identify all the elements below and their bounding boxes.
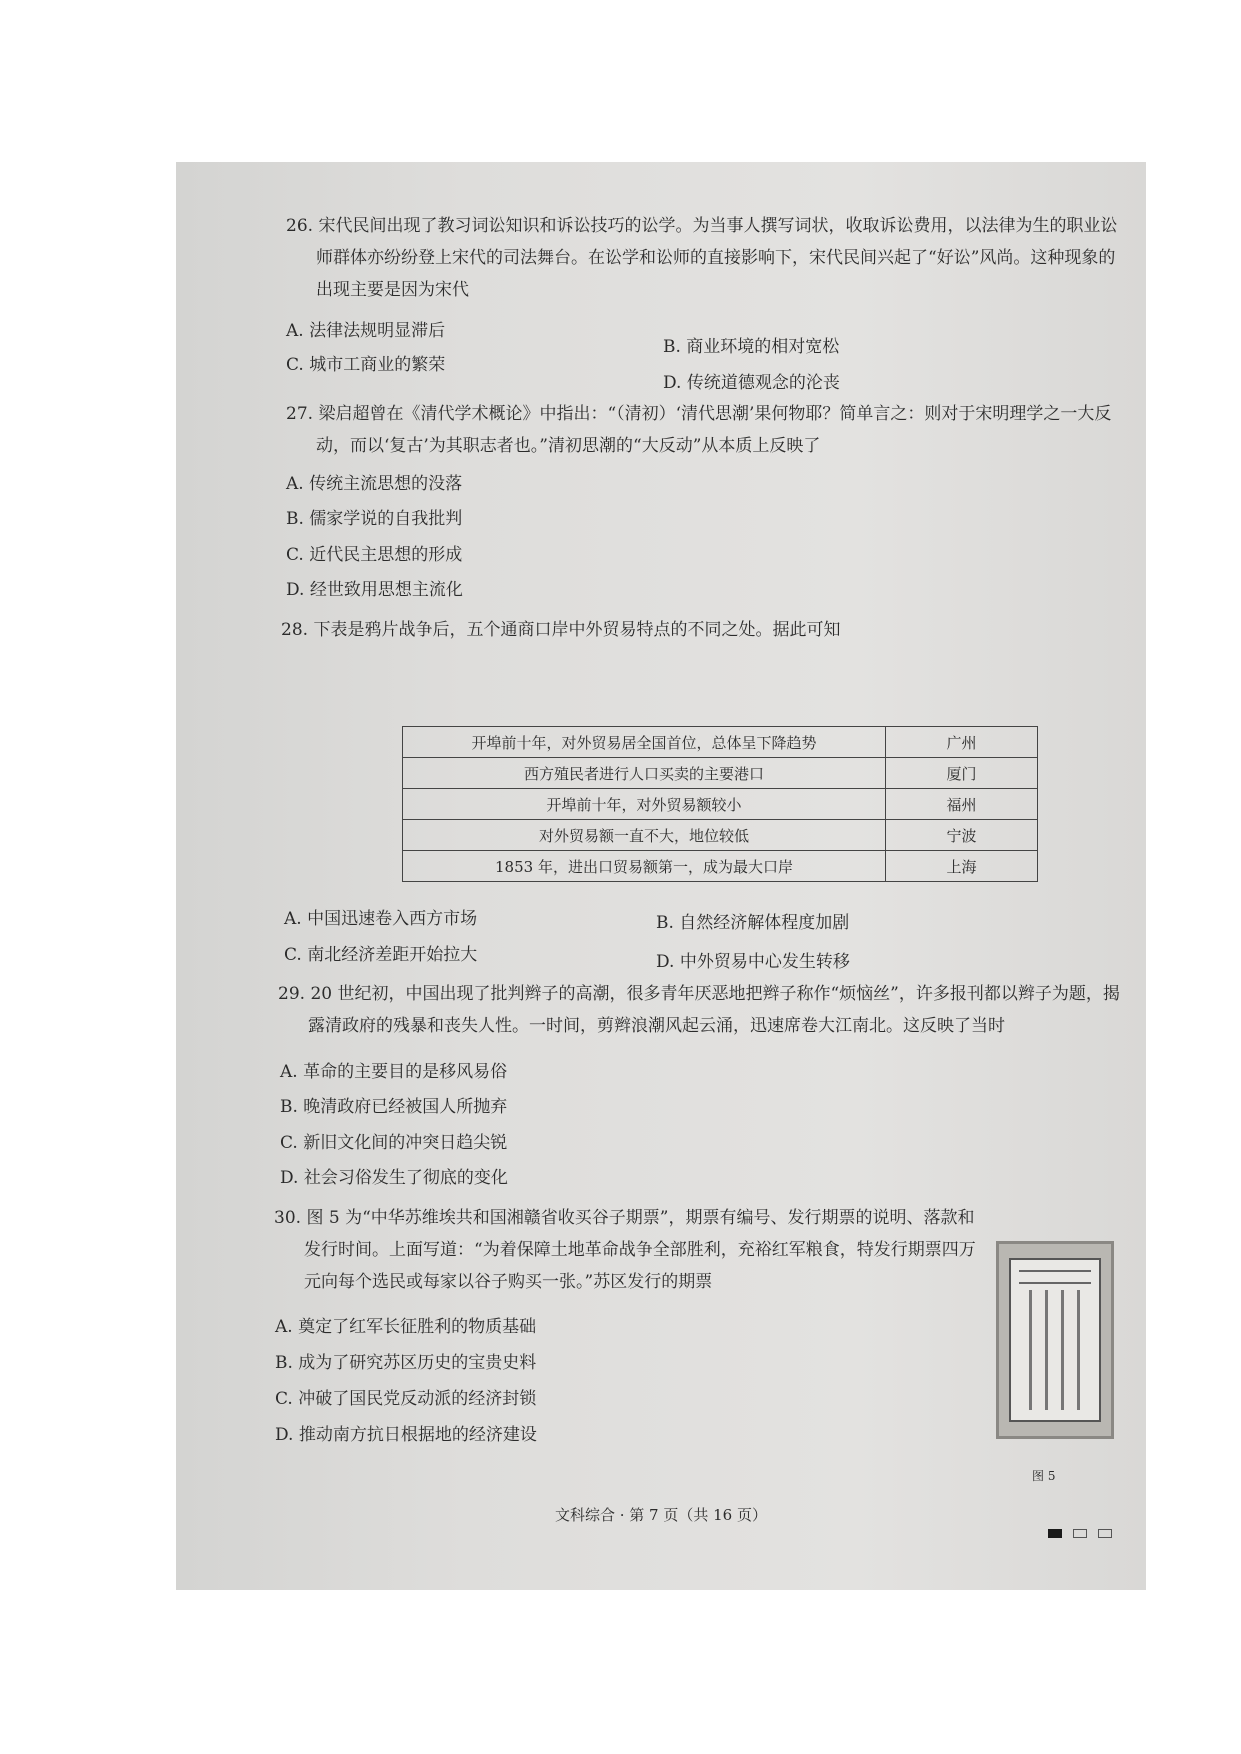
q29-option-d: D. 社会习俗发生了彻底的变化 [280, 1168, 508, 1188]
table-row [403, 789, 1038, 820]
note-header-line [1019, 1270, 1091, 1272]
figure-5-caption: 图 5 [1032, 1469, 1056, 1483]
question-27-stem: 27. 梁启超曾在《清代学术概论》中指出：“（清初）‘清代思潮’果何物耶？简单言之：则对于宋明理学之一大反动，而以‘复古’为其职志者也。”清初思潮的“大反动”从本质上反映了 [286, 404, 1112, 456]
table-cell-feature: 开埠前十年，对外贸易额较小 [403, 789, 886, 820]
note-header-line [1019, 1282, 1091, 1284]
promissory-note-image [996, 1241, 1114, 1439]
exam-page [176, 162, 1146, 1590]
q26-option-a: A. 法律法规明显滞后 [286, 321, 446, 341]
q30-option-c: C. 冲破了国民党反动派的经济封锁 [275, 1389, 537, 1409]
question-28-stem: 28. 下表是鸦片战争后，五个通商口岸中外贸易特点的不同之处。据此可知 [281, 620, 841, 640]
q28-option-a: A. 中国迅速卷入西方市场 [284, 909, 478, 929]
table-row [403, 851, 1038, 882]
trade-table [402, 726, 1038, 882]
note-text-column [1077, 1290, 1080, 1410]
table-cell-port: 宁波 [886, 820, 1038, 851]
q30-option-a: A. 奠定了红军长征胜利的物质基础 [275, 1317, 537, 1337]
q29-option-c: C. 新旧文化间的冲突日趋尖锐 [280, 1133, 508, 1153]
q30-option-d: D. 推动南方抗日根据地的经济建设 [275, 1425, 537, 1445]
table-cell-feature: 1853 年，进出口贸易额第一，成为最大口岸 [403, 851, 886, 882]
note-text-column [1029, 1290, 1032, 1410]
promissory-note-frame [1009, 1258, 1101, 1422]
q26-option-d: D. 传统道德观念的沦丧 [663, 373, 840, 393]
note-text-column [1045, 1290, 1048, 1410]
q30-option-b: B. 成为了研究苏区历史的宝贵史料 [275, 1353, 537, 1373]
q29-option-b: B. 晚清政府已经被国人所抛弃 [280, 1097, 508, 1117]
q26-option-b: B. 商业环境的相对宽松 [663, 337, 840, 357]
page-marker-empty [1073, 1529, 1087, 1538]
note-text-column [1061, 1290, 1064, 1410]
question-30-stem: 30. 图 5 为“中华苏维埃共和国湘赣省收买谷子期票”，期票有编号、发行期票的说明、落款和发行时间。上面写道：“为着保障土地革命战争全部胜利，充裕红军粮食，特发行期票四万元向每个选民或每家以谷子购买一张。”苏区发行的期票 [274, 1208, 976, 1292]
table-row [403, 758, 1038, 789]
table-row [403, 820, 1038, 851]
q27-option-c: C. 近代民主思想的形成 [286, 545, 463, 565]
page-marker-filled [1048, 1529, 1062, 1538]
table-cell-feature: 开埠前十年，对外贸易居全国首位，总体呈下降趋势 [403, 727, 886, 758]
q27-option-b: B. 儒家学说的自我批判 [286, 509, 463, 529]
q28-option-d: D. 中外贸易中心发生转移 [656, 952, 850, 972]
question-26-stem: 26. 宋代民间出现了教习词讼知识和诉讼技巧的讼学。为当事人撰写词状，收取诉讼费用，以法律为生的职业讼师群体亦纷纷登上宋代的司法舞台。在讼学和讼师的直接影响下，宋代民间兴起了“好讼”风尚。这种现象的出现主要是因为宋代 [286, 216, 1118, 300]
table-cell-feature: 对外贸易额一直不大，地位较低 [403, 820, 886, 851]
q29-option-a: A. 革命的主要目的是移风易俗 [280, 1062, 508, 1082]
q27-option-d: D. 经世致用思想主流化 [286, 580, 463, 600]
q28-option-c: C. 南北经济差距开始拉大 [284, 945, 478, 965]
page-marker-empty [1098, 1529, 1112, 1538]
table-row [403, 727, 1038, 758]
table-cell-port: 厦门 [886, 758, 1038, 789]
question-29-stem: 29. 20 世纪初，中国出现了批判辫子的高潮，很多青年厌恶地把辫子称作“烦恼丝”，许多报刊都以辫子为题，揭露清政府的残暴和丧失人性。一时间，剪辫浪潮风起云涌，迅速席卷大江南北。这反映了当时 [278, 984, 1120, 1036]
table-cell-port: 福州 [886, 789, 1038, 820]
q27-option-a: A. 传统主流思想的没落 [286, 474, 463, 494]
table-cell-port: 上海 [886, 851, 1038, 882]
q28-option-b: B. 自然经济解体程度加剧 [656, 913, 850, 933]
table-cell-port: 广州 [886, 727, 1038, 758]
page-footer: 文科综合 · 第 7 页（共 16 页） [554, 1506, 767, 1524]
q26-option-c: C. 城市工商业的繁荣 [286, 355, 446, 375]
table-cell-feature: 西方殖民者进行人口买卖的主要港口 [403, 758, 886, 789]
